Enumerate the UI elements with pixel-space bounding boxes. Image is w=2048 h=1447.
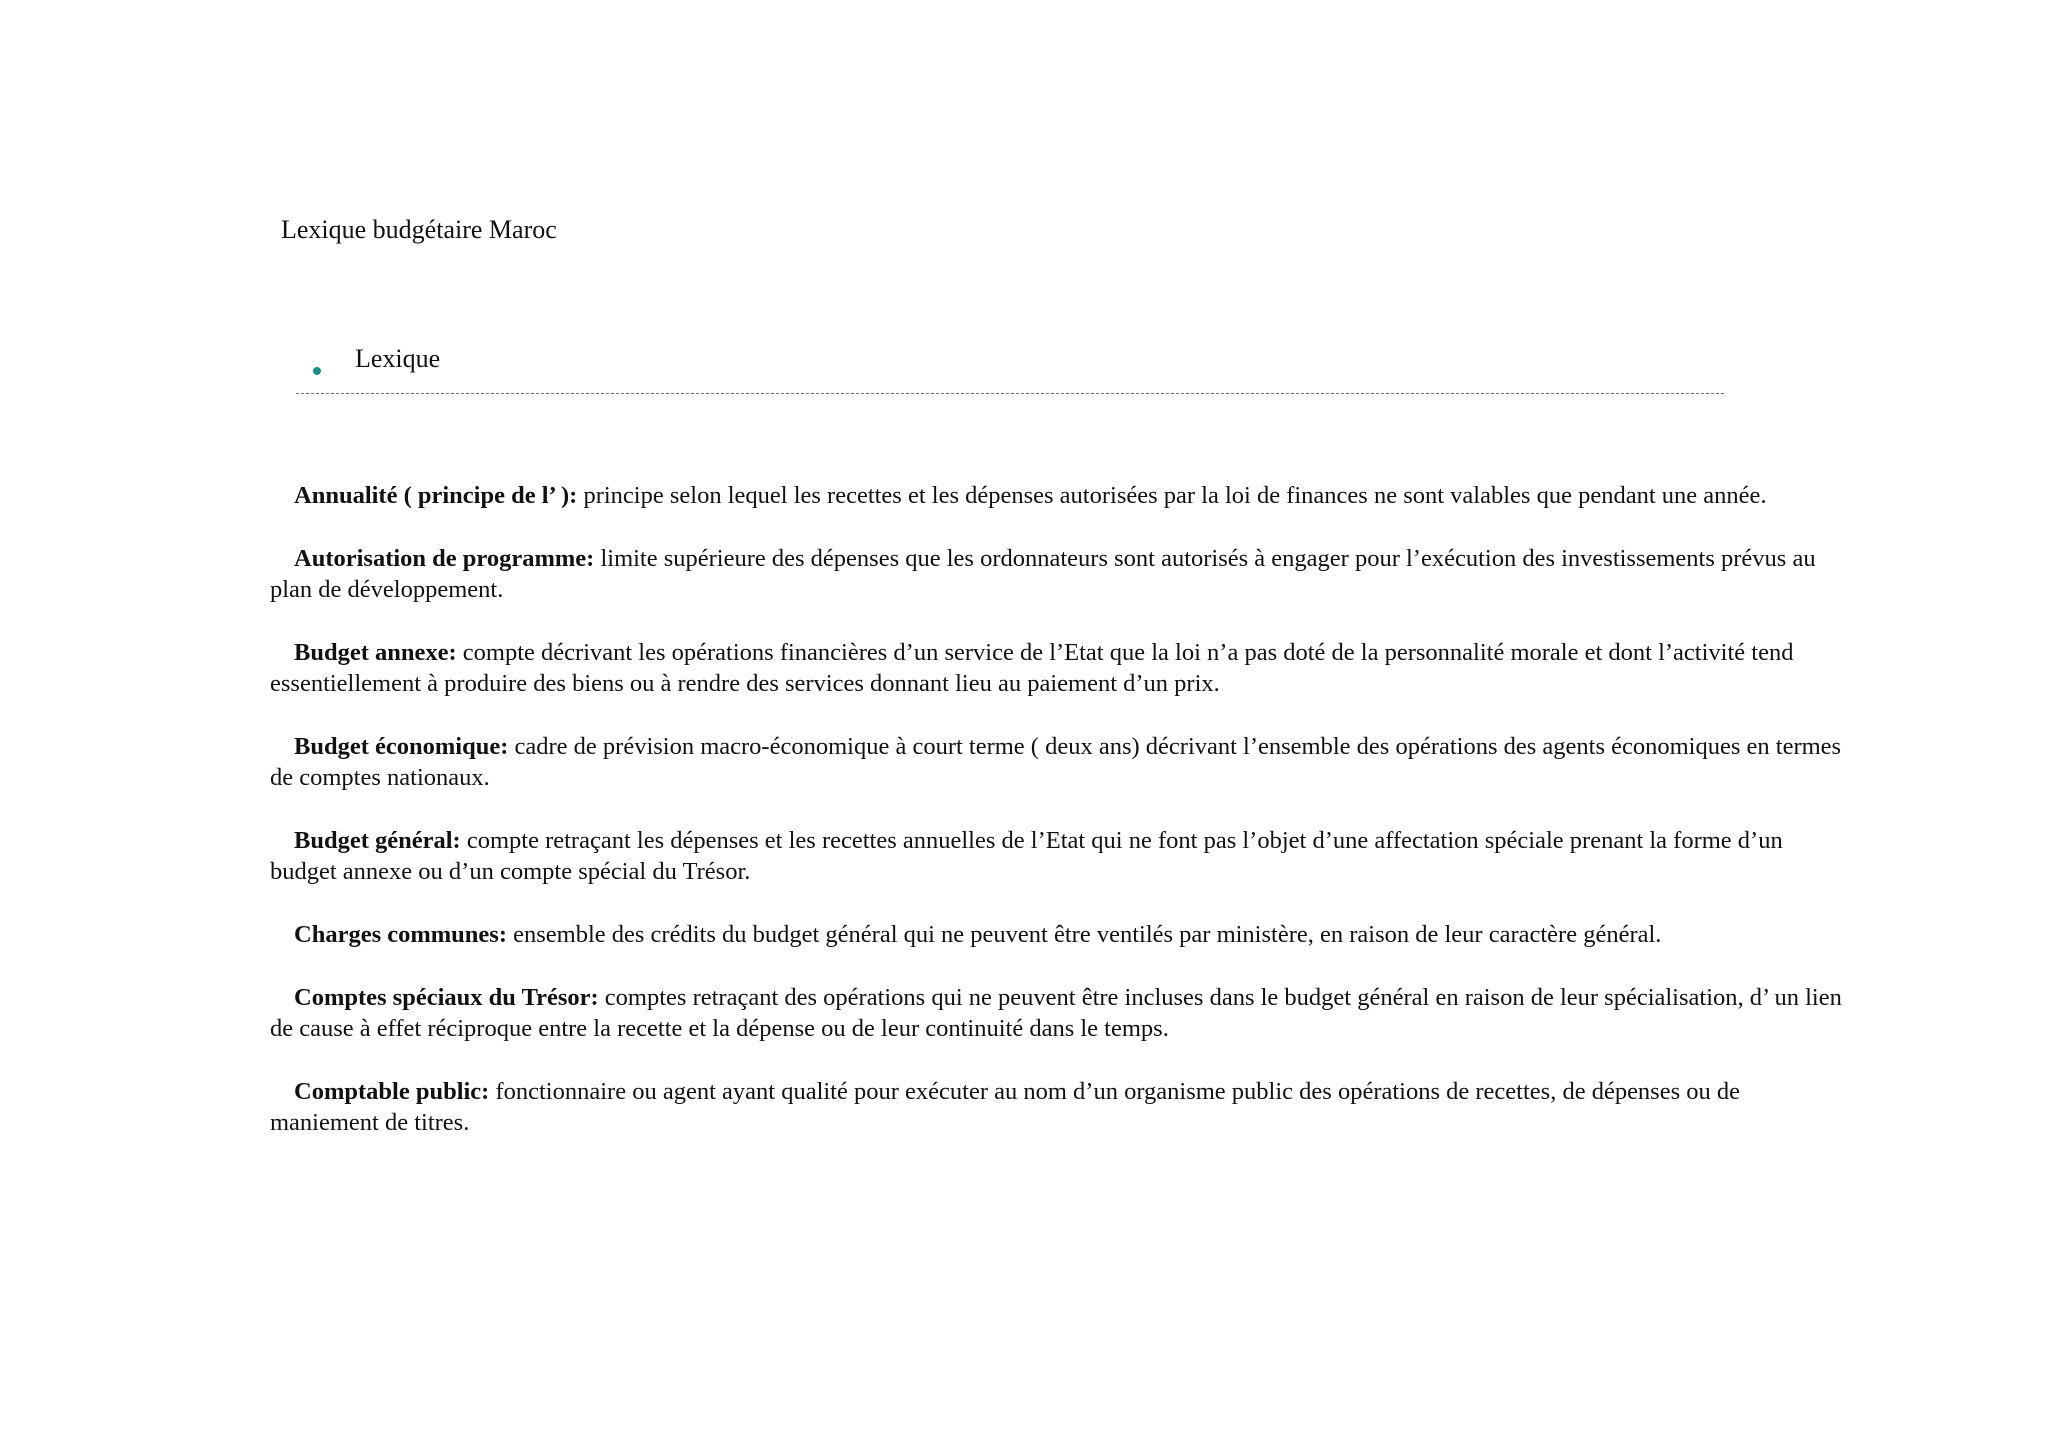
lexicon-entry — [270, 825, 1850, 887]
lexicon-entry — [270, 982, 1850, 1044]
entry-definition: compte retraçant les dépenses et les recettes annuelles de l’Etat qui ne font pas l’objet d’une affectation spéciale prenant la forme d’un budget annexe ou d’un compte spécial du Trésor. — [270, 827, 1783, 885]
lexicon-entry — [270, 543, 1850, 605]
lexicon-entry — [270, 919, 1850, 950]
entry-term: Comptable public: — [294, 1078, 490, 1105]
entry-definition: compte décrivant les opérations financières d’un service de l’Etat que la loi n’a pas doté de la personnalité morale et dont l’activité tend essentiellement à produire des biens ou à rendre des services donnant lieu au paiement d’un prix. — [270, 639, 1794, 697]
entry-term: Charges communes: — [294, 921, 507, 948]
entry-term: Budget général: — [294, 827, 461, 854]
entry-definition: comptes retraçant des opérations qui ne peuvent être incluses dans le budget général en raison de leur spécialisation, d’ un lien de cause à effet réciproque entre la recette et la dépense ou de leur continuité dans le temps. — [270, 984, 1842, 1042]
entry-definition: principe selon lequel les recettes et les dépenses autorisées par la loi de finances ne sont valables que pendant une année. — [577, 482, 1767, 509]
lexicon-entry — [270, 637, 1850, 699]
lexicon-entry — [270, 480, 1850, 511]
entry-definition: ensemble des crédits du budget général qui ne peuvent être ventilés par ministère, en raison de leur caractère général. — [507, 921, 1662, 948]
lexicon-entries — [270, 480, 1850, 1170]
document-title: Lexique budgétaire Maroc — [281, 215, 557, 244]
lexicon-entry — [270, 1076, 1850, 1138]
entry-term: Budget économique: — [294, 733, 509, 760]
entry-definition: limite supérieure des dépenses que les ordonnateurs sont autorisés à engager pour l’exécution des investissements prévus au plan de développement. — [270, 545, 1816, 603]
entry-definition: fonctionnaire ou agent ayant qualité pour exécuter au nom d’un organisme public des opérations de recettes, de dépenses ou de maniement de titres. — [270, 1078, 1741, 1136]
entry-term: Comptes spéciaux du Trésor: — [294, 984, 599, 1011]
section-label: Lexique — [355, 344, 441, 373]
entry-term: Annualité ( principe de l’ ): — [294, 482, 578, 509]
lexicon-entry — [270, 731, 1850, 793]
entry-term: Autorisation de programme: — [294, 545, 595, 572]
entry-term: Budget annexe: — [294, 639, 457, 666]
entry-definition: cadre de prévision macro-économique à court terme ( deux ans) décrivant l’ensemble des opérations des agents économiques en termes de comptes nationaux. — [270, 733, 1842, 791]
bullet-icon — [313, 367, 321, 375]
dashed-divider — [296, 393, 1724, 394]
